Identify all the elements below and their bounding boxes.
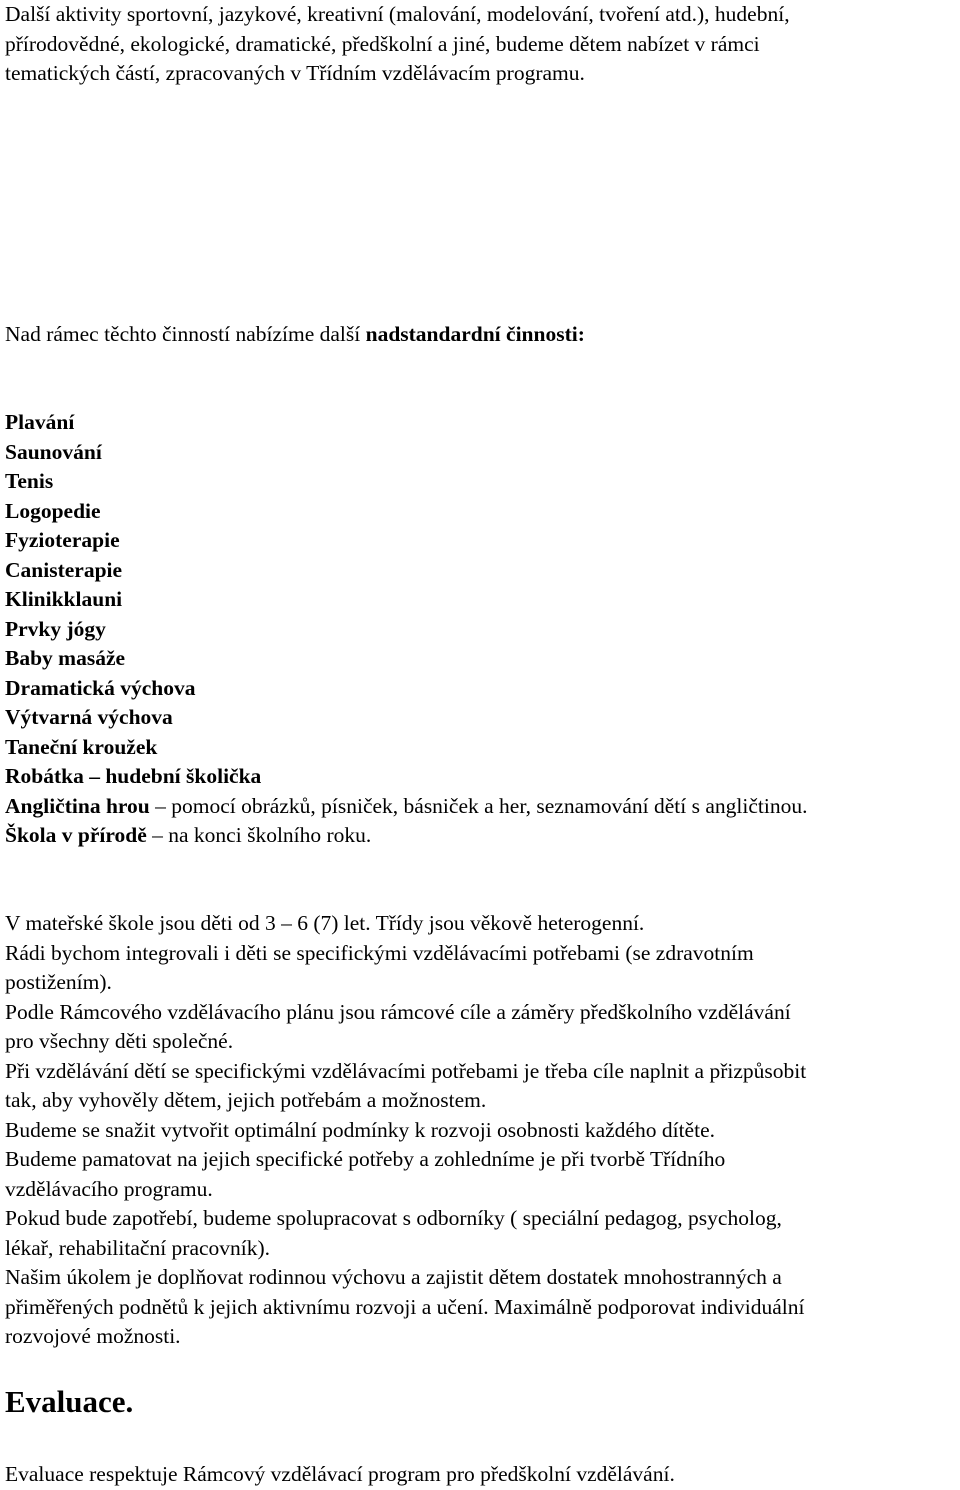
activity-item: Saunování xyxy=(5,439,102,464)
body-line: rozvojové možnosti. xyxy=(5,1324,181,1348)
activity-item-anglictina xyxy=(5,792,807,822)
body-line: Rádi bychom integrovali i děti se specifickými vzdělávacími potřebami (se zdravotním xyxy=(5,940,754,965)
evaluace-paragraph xyxy=(5,1460,675,1490)
activity-item: Tenis xyxy=(5,469,54,493)
body-line: V mateřské škole jsou děti od 3 – 6 (7) let. Třídy jsou věkově heterogenní. xyxy=(5,911,645,935)
body-line: postižením). xyxy=(5,970,112,994)
activity-item: Dramatická výchova xyxy=(5,675,196,700)
body-line: Budeme se snažit vytvořit optimální podmínky k rozvoji osobnosti každého dítěte. xyxy=(5,1117,715,1142)
activity-item: Baby masáže xyxy=(5,646,126,670)
body-line: Budeme pamatovat na jejich specifické potřeby a zohledníme je při tvorbě Třídního xyxy=(5,1147,726,1171)
nadstandard-paragraph xyxy=(5,320,585,350)
activity-item: Klinikklauni xyxy=(5,587,123,611)
activity-item: Prvky jógy xyxy=(5,616,106,641)
nadstandard-line xyxy=(5,320,585,350)
nadstandard-bold: nadstandardní činnosti: xyxy=(365,322,585,346)
body-line: Při vzdělávání dětí se specifickými vzdělávacími potřebami je třeba cíle naplnit a přizpůsobit xyxy=(5,1058,807,1083)
activities-list xyxy=(5,408,807,851)
activity-item: Fyzioterapie xyxy=(5,528,120,552)
body-line: Podle Rámcového vzdělávacího plánu jsou rámcové cíle a záměry předškolního vzdělávání xyxy=(5,999,791,1024)
skola-bold: Škola v přírodě xyxy=(5,823,147,847)
activity-item: Robátka – hudební školička xyxy=(5,764,262,788)
anglictina-bold: Angličtina hrou xyxy=(5,793,150,818)
activity-item-skola xyxy=(5,821,807,851)
nadstandard-prefix: Nad rámec těchto činností nabízíme další xyxy=(5,322,366,346)
body-line: tak, aby vyhověly dětem, jejich potřebám a možnostem. xyxy=(5,1088,487,1112)
body-line: pro všechny děti společné. xyxy=(5,1029,234,1053)
body-line: lékař, rehabilitační pracovník). xyxy=(5,1235,271,1260)
intro-line: tematických částí, zpracovaných v Třídním vzdělávacím programu. xyxy=(5,61,585,85)
intro-line: přírodovědné, ekologické, dramatické, předškolní a jiné, budeme dětem nabízet v rámci xyxy=(5,31,760,56)
activity-item: Logopedie xyxy=(5,498,101,523)
activity-item: Canisterapie xyxy=(5,557,123,582)
anglictina-rest: – pomocí obrázků, písniček, básniček a her, seznamování dětí s angličtinou. xyxy=(149,793,808,818)
body-line: Našim úkolem je doplňovat rodinnou výchovu a zajistit dětem dostatek mnohostranných a xyxy=(5,1265,782,1289)
activity-item: Výtvarná výchova xyxy=(5,705,173,729)
body-line: vzdělávacího programu. xyxy=(5,1176,213,1201)
evaluace-section xyxy=(5,1384,133,1420)
body-text xyxy=(5,909,806,1352)
activity-item: Plavání xyxy=(5,410,75,434)
body-line: přiměřených podnětů k jejich aktivnímu rozvoji a učení. Maximálně podporovat individuální xyxy=(5,1294,805,1319)
intro-paragraph xyxy=(5,0,790,89)
intro-line: Další aktivity sportovní, jazykové, kreativní (malování, modelování, tvoření atd.), hudební, xyxy=(5,2,790,26)
activity-item: Taneční kroužek xyxy=(5,734,158,759)
evaluace-heading: Evaluace. xyxy=(5,1384,134,1419)
evaluace-text: Evaluace respektuje Rámcový vzdělávací program pro předškolní vzdělávání. xyxy=(5,1462,675,1486)
skola-rest: – na konci školního roku. xyxy=(146,823,372,847)
body-line: Pokud bude zapotřebí, budeme spolupracovat s odborníky ( speciální pedagog, psycholog, xyxy=(5,1206,782,1230)
